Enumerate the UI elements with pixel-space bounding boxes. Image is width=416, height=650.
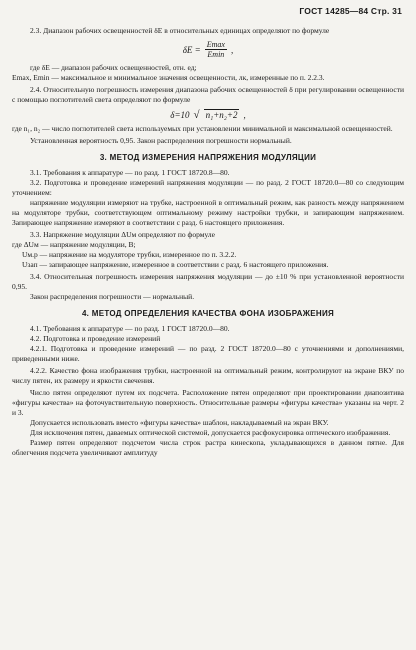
formula-range-denominator: Emin	[207, 50, 225, 59]
formula-range-lhs: δE =	[182, 44, 201, 55]
paragraph-3-1: 3.1. Требования к аппаратуре — по разд. 1 ГОСТ 18720.8—80.	[30, 168, 230, 177]
formula-error-lhs: δ=10	[170, 109, 190, 120]
paragraph-2-4: 2.4. Относительную погрешность измерения диапазона рабочих освещенностей δ при регулировании освещенности с помощью поглотителей света определяют по формуле	[12, 85, 404, 104]
paragraph-size: Размер пятен определяют подсчетом числа строк растра кинескопа, укладывающихся в данном пятне. Для облегчения подсчета увеличивают амплитуду	[12, 438, 404, 457]
formula-error-radical: n₁+n₂+2	[205, 110, 238, 120]
paragraph-4-1: 4.1. Требования к аппаратуре — по разд. 1 ГОСТ 18720.0—80.	[30, 324, 230, 333]
where-delta-e: где δE — диапазон рабочих освещенностей, отн. ед;	[30, 63, 197, 72]
where-n1-n2: где n₁, n₂ — число поглотителей света используемых при установлении минимальной и максимальной освещенностей.	[12, 124, 393, 133]
formula-error	[12, 109, 404, 120]
paragraph-4-2: 4.2. Подготовка и проведение измерений	[30, 334, 161, 343]
formula-range-tail: ,	[230, 44, 234, 55]
paragraph-4-2-2: 4.2.2. Качество фона изображения трубки, настроенной на оптимальный режим, контролируют на экране ВКУ по числу пятен, их размеру и яркости свечения.	[12, 366, 404, 385]
paragraph-probability: Установленная вероятность 0,95. Закон распределения погрешности нормальный.	[30, 136, 292, 145]
sqrt-icon: √	[193, 108, 200, 121]
paragraph-3-2-detail: напряжение модуляции измеряют на трубке, настроенной в оптимальный режим, как разность между напряжением на модуляторе трубки, соответствующем оптимальному режиму настройки трубки, и запирающим напряжением. Запирающее напряжение измеряют в соответствии с разд. 6 настоящего приложения.	[12, 198, 404, 227]
formula-range-fraction	[205, 40, 227, 59]
paragraph-3-4: 3.4. Относительная погрешность измерения напряжения модуляции — до ±10 % при установленной вероятности 0,95.	[12, 272, 404, 291]
formula-error-tail: ,	[243, 109, 246, 120]
where-u-mr: Uм.р — напряжение на модуляторе трубки, измеренное по п. 3.2.2.	[22, 250, 237, 259]
paragraph-4-2-1: 4.2.1. Подготовка и проведение измерений — по разд. 2 ГОСТ 18720.0—80 с уточнениями и дополнениями, приведенными ниже.	[12, 344, 404, 363]
paragraph-spots: Число пятен определяют путем их подсчета. Расположение пятен определяют при проектировании диапозитива «фигуры качества» на фоточувствительную поверхность. Относительные размеры «фигуры качества» указаны на черт. 2 и 3.	[12, 388, 404, 417]
paragraph-3-2: 3.2. Подготовка и проведение измерений напряжения модуляции — по разд. 2 ГОСТ 18720.0—80 со следующим уточнением:	[12, 178, 404, 197]
where-emax-emin: Emax, Emin — максимальное и минимальное значения освещенности, лк, измеренные по п. 2.2.3.	[12, 73, 325, 82]
paragraph-law: Закон распределения погрешности — нормальный.	[30, 292, 195, 301]
paragraph-3-3: 3.3. Напряжение модуляции ΔUм определяют по формуле	[30, 230, 215, 239]
where-u-zap: Uзап — запирающее напряжение, измеренное в соответствии с разд. 6 настоящего приложения.	[22, 260, 329, 269]
paragraph-2-3: 2.3. Диапазон рабочих освещенностей δE в относительных единицах определяют по формуле	[30, 26, 330, 35]
paragraph-exclusion: Для исключения пятен, даваемых оптической системой, допускается расфокусировка оптического изображения.	[30, 428, 391, 437]
section-3-title: 3. МЕТОД ИЗМЕРЕНИЯ НАПРЯЖЕНИЯ МОДУЛЯЦИИ	[99, 153, 317, 162]
document-body	[12, 26, 404, 458]
paragraph-allow: Допускается использовать вместо «фигуры качества» шаблон, накладываемый на экран ВКУ.	[30, 418, 329, 427]
where-delta-u: где ΔUм — напряжение модуляции, В;	[12, 240, 136, 249]
formula-range-numerator: Emax	[206, 40, 225, 49]
section-4-title: 4. МЕТОД ОПРЕДЕЛЕНИЯ КАЧЕСТВА ФОНА ИЗОБРАЖЕНИЯ	[81, 309, 335, 318]
formula-range	[12, 40, 404, 59]
page-header: ГОСТ 14285—84 Стр. 31	[299, 6, 402, 16]
